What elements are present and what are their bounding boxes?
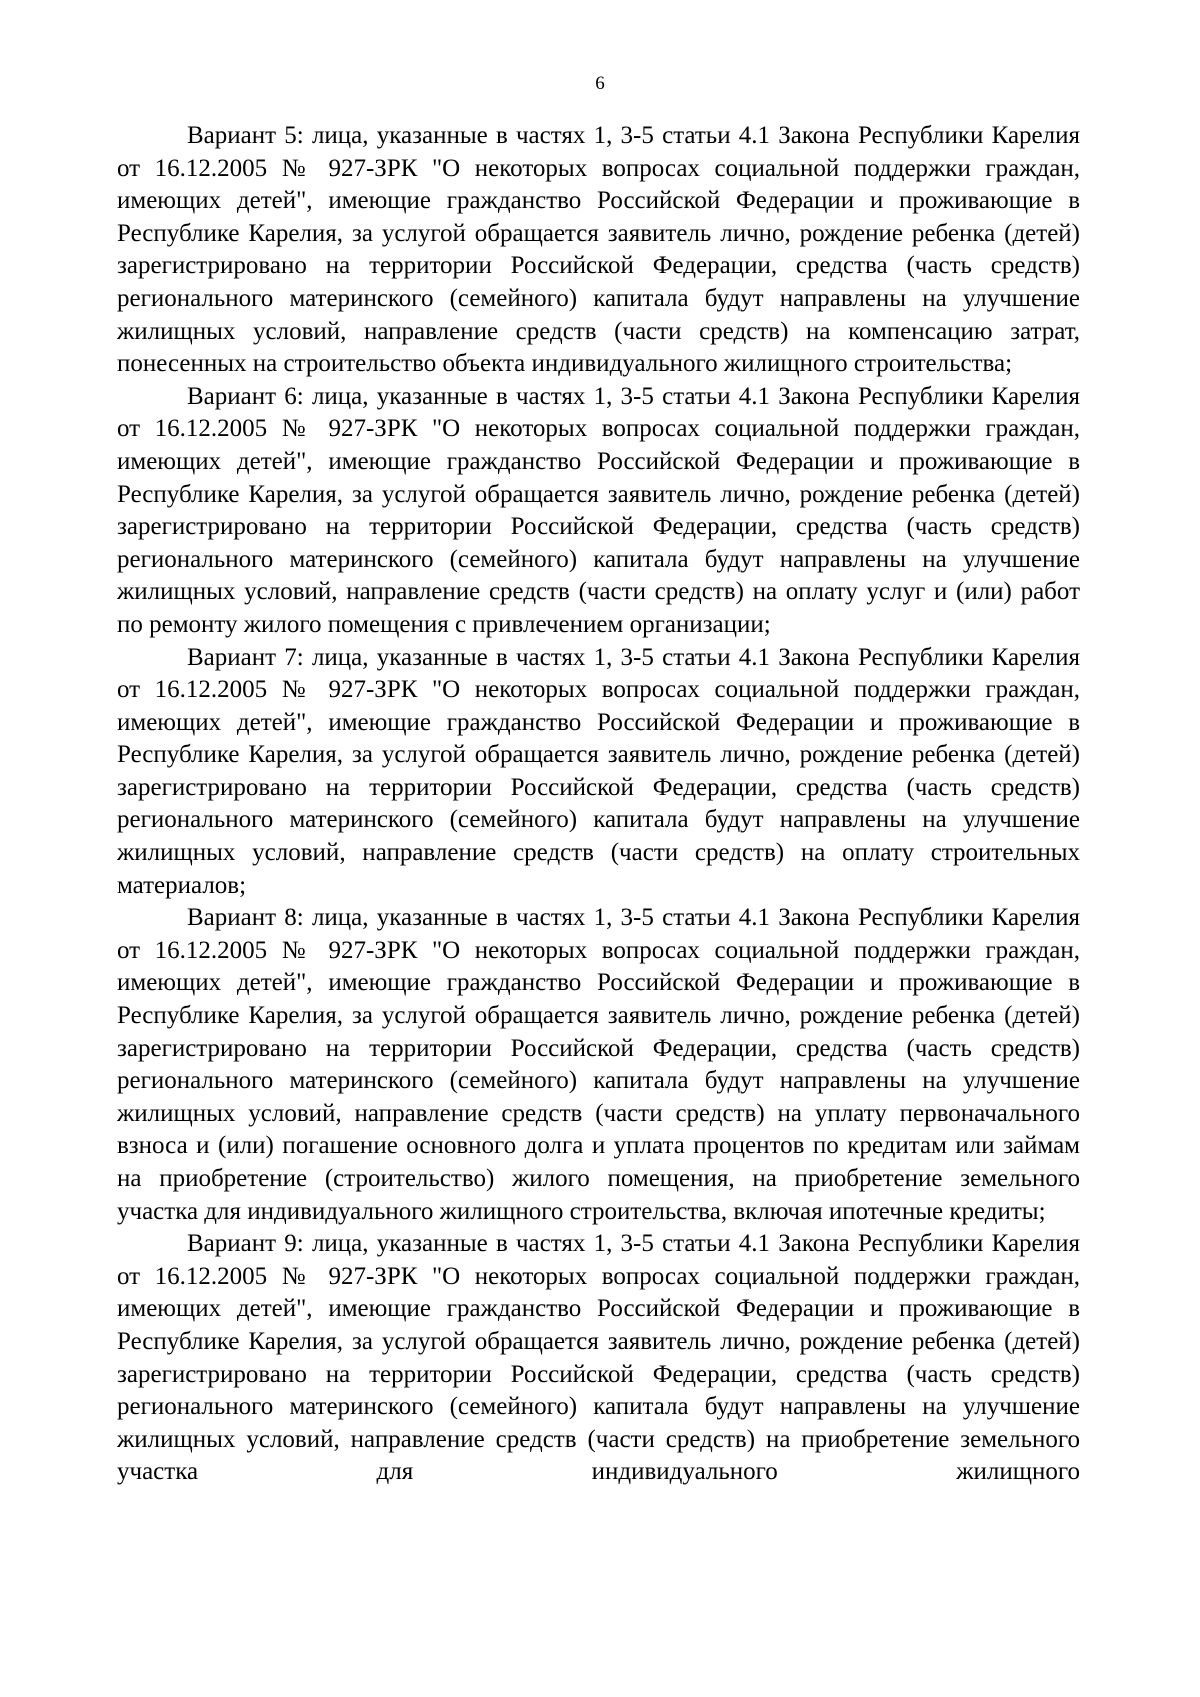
paragraph-variant-7: Вариант 7: лица, указанные в частях 1, 3-5 статьи 4.1 Закона Республики Карелия от 16.12.2005 № 927-ЗРК "О некоторых вопросах социальной поддержки граждан, имеющих детей", имеющие гражданство Российской Федерации и проживающие в Республике Карелия, за услугой обращается заявитель лично, рождение ребенка (детей) зарегистрировано на территории Российской Федерации, средства (часть средств) регионального материнского (семейного) капитала будут направлены на улучшение жилищных условий, направление средств (части средств) на оплату строительных материалов; xyxy=(117,643,1080,899)
paragraph-variant-8: Вариант 8: лица, указанные в частях 1, 3-5 статьи 4.1 Закона Республики Карелия от 16.12.2005 № 927-ЗРК "О некоторых вопросах социальной поддержки граждан, имеющих детей", имеющие гражданство Российской Федерации и проживающие в Республике Карелия, за услугой обращается заявитель лично, рождение ребенка (детей) зарегистрировано на территории Российской Федерации, средства (часть средств) регионального материнского (семейного) капитала будут направлены на улучшение жилищных условий, направление средств (части средств) на уплату первоначального взноса и (или) погашение основного долга и уплата процентов по кредитам или займам на приобретение (строительство) жилого помещения, на приобретение земельного участка для индивидуального жилищного строительства, включая ипотечные кредиты; xyxy=(117,904,1080,1225)
paragraph-variant-5: Вариант 5: лица, указанные в частях 1, 3-5 статьи 4.1 Закона Республики Карелия от 16.12.2005 № 927-ЗРК "О некоторых вопросах социальной поддержки граждан, имеющих детей", имеющие гражданство Российской Федерации и проживающие в Республике Карелия, за услугой обращается заявитель лично, рождение ребенка (детей) зарегистрировано на территории Российской Федерации, средства (часть средств) регионального материнского (семейного) капитала будут направлены на улучшение жилищных условий, направление средств (части средств) на компенсацию затрат, понесенных на строительство объекта индивидуального жилищного строительства; xyxy=(117,122,1080,378)
page-number: 6 xyxy=(595,73,605,94)
paragraph-variant-9: Вариант 9: лица, указанные в частях 1, 3-5 статьи 4.1 Закона Республики Карелия от 16.12.2005 № 927-ЗРК "О некоторых вопросах социальной поддержки граждан, имеющих детей", имеющие гражданство Российской Федерации и проживающие в Республике Карелия, за услугой обращается заявитель лично, рождение ребенка (детей) зарегистрировано на территории Российской Федерации, средства (часть средств) регионального материнского (семейного) капитала будут направлены на улучшение жилищных условий, направление средств (части средств) на приобретение земельного участка для индивидуального жилищного xyxy=(117,1230,1080,1486)
paragraph-variant-6: Вариант 6: лица, указанные в частях 1, 3-5 статьи 4.1 Закона Республики Карелия от 16.12.2005 № 927-ЗРК "О некоторых вопросах социальной поддержки граждан, имеющих детей", имеющие гражданство Российской Федерации и проживающие в Республике Карелия, за услугой обращается заявитель лично, рождение ребенка (детей) зарегистрировано на территории Российской Федерации, средства (часть средств) регионального материнского (семейного) капитала будут направлены на улучшение жилищных условий, направление средств (части средств) на оплату услуг и (или) работ по ремонту жилого помещения с привлечением организации; xyxy=(117,382,1080,638)
document-body xyxy=(117,120,1080,1489)
